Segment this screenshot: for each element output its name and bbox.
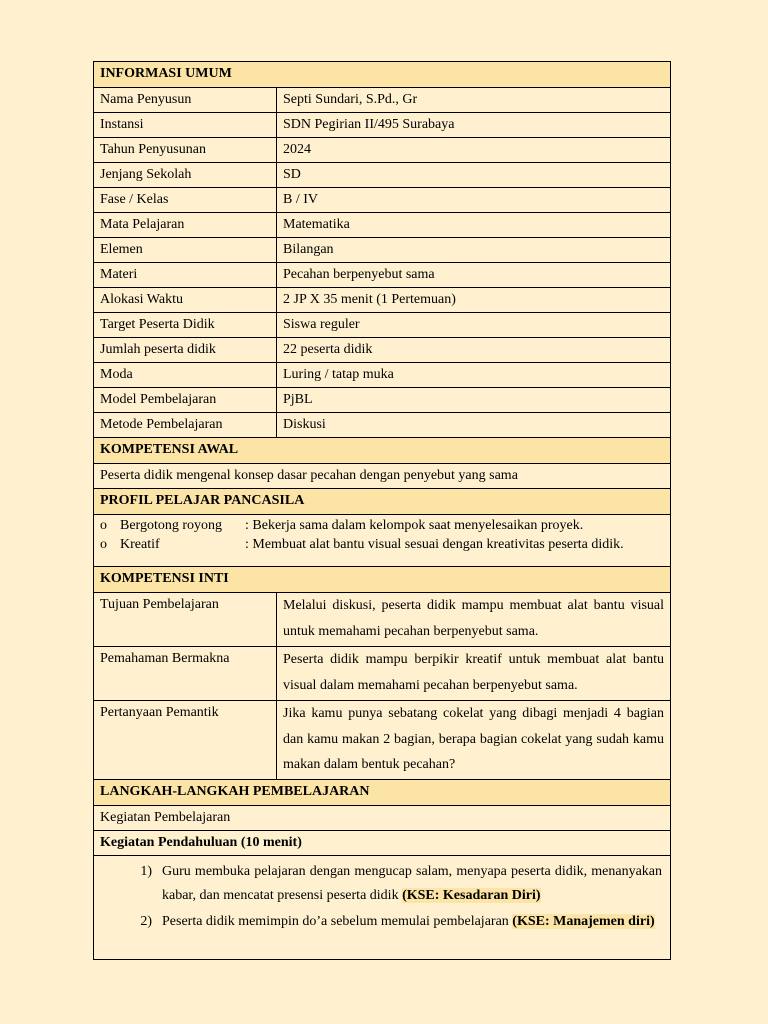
row-label: Pemahaman Bermakna [94, 647, 277, 701]
table-row [94, 338, 671, 363]
profil-name: Kreatif [120, 537, 160, 552]
profil-list [94, 515, 671, 567]
pendahuluan-steps [94, 856, 671, 960]
step-number: 2) [140, 914, 152, 929]
row-label: Instansi [94, 113, 277, 138]
row-value: 22 peserta didik [277, 338, 671, 363]
row-value: Pecahan berpenyebut sama [277, 263, 671, 288]
table-row [94, 313, 671, 338]
profil-desc: : Membuat alat bantu visual sesuai dengan kreativitas peserta didik. [245, 537, 624, 552]
row-label: Tahun Penyusunan [94, 138, 277, 163]
section-header-profil: PROFIL PELAJAR PANCASILA [94, 489, 671, 515]
profil-desc: : Bekerja sama dalam kelompok saat menyelesaikan proyek. [245, 518, 584, 533]
bullet-icon: o [100, 518, 107, 533]
bullet-icon: o [100, 537, 107, 552]
table-row [94, 647, 671, 701]
list-item [100, 910, 662, 934]
row-value: Jika kamu punya sebatang cokelat yang dibagi menjadi 4 bagian dan kamu makan 2 bagian, berapa bagian cokelat yang sudah kamu makan dalam bentuk pecahan? [277, 701, 671, 780]
row-label: Fase / Kelas [94, 188, 277, 213]
section-header-kompetensi-awal: KOMPETENSI AWAL [94, 438, 671, 464]
kompetensi-awal-text: Peserta didik mengenal konsep dasar pecahan dengan penyebut yang sama [94, 464, 671, 489]
step-text [162, 910, 662, 934]
profil-name: Bergotong royong [120, 518, 223, 533]
table-row [94, 288, 671, 313]
table-row [94, 593, 671, 647]
pendahuluan-title: Kegiatan Pendahuluan (10 menit) [94, 831, 671, 856]
row-label: Mata Pelajaran [94, 213, 277, 238]
row-label: Model Pembelajaran [94, 388, 277, 413]
row-label: Jenjang Sekolah [94, 163, 277, 188]
row-label: Moda [94, 363, 277, 388]
row-label: Tujuan Pembelajaran [94, 593, 277, 647]
row-value: B / IV [277, 188, 671, 213]
row-value: Bilangan [277, 238, 671, 263]
kegiatan-label: Kegiatan Pembelajaran [94, 806, 671, 831]
row-label: Nama Penyusun [94, 88, 277, 113]
table-row [94, 213, 671, 238]
step-body: Peserta didik memimpin do’a sebelum memulai pembelajaran [162, 914, 513, 929]
row-value: Matematika [277, 213, 671, 238]
row-value: Septi Sundari, S.Pd., Gr [277, 88, 671, 113]
lesson-plan-table [93, 61, 671, 960]
row-value: SDN Pegirian II/495 Surabaya [277, 113, 671, 138]
table-row [94, 238, 671, 263]
step-text [162, 860, 662, 908]
table-row [94, 113, 671, 138]
row-value: Peserta didik mampu berpikir kreatif untuk membuat alat bantu visual dalam memahami pecahan berpenyebut sama. [277, 647, 671, 701]
table-row [94, 413, 671, 438]
row-label: Alokasi Waktu [94, 288, 277, 313]
table-row [94, 188, 671, 213]
table-row [94, 88, 671, 113]
section-header-kompetensi-inti: KOMPETENSI INTI [94, 567, 671, 593]
list-item [100, 516, 664, 535]
table-row [94, 263, 671, 288]
row-label: Materi [94, 263, 277, 288]
row-label: Jumlah peserta didik [94, 338, 277, 363]
table-row [94, 138, 671, 163]
kse-tag: (KSE: Manajemen diri) [512, 914, 655, 929]
row-label: Elemen [94, 238, 277, 263]
row-value: Melalui diskusi, peserta didik mampu membuat alat bantu visual untuk memahami pecahan berpenyebut sama. [277, 593, 671, 647]
row-value: 2024 [277, 138, 671, 163]
row-label: Target Peserta Didik [94, 313, 277, 338]
row-value: Luring / tatap muka [277, 363, 671, 388]
row-value: Siswa reguler [277, 313, 671, 338]
list-item [100, 535, 664, 554]
steps-list [100, 856, 662, 938]
table-row [94, 388, 671, 413]
row-value: SD [277, 163, 671, 188]
row-value: Diskusi [277, 413, 671, 438]
table-row [94, 363, 671, 388]
row-label: Metode Pembelajaran [94, 413, 277, 438]
row-label: Pertanyaan Pemantik [94, 701, 277, 780]
table-row [94, 701, 671, 780]
step-body: Guru membuka pelajaran dengan mengucap salam, menyapa peserta didik, menanyakan kabar, dan mencatat presensi peserta didik [162, 864, 663, 903]
section-header-langkah: LANGKAH-LANGKAH PEMBELAJARAN [94, 780, 671, 806]
lesson-plan-document [93, 61, 670, 960]
section-header-informasi-umum: INFORMASI UMUM [94, 62, 671, 88]
kse-tag: (KSE: Kesadaran Diri) [402, 888, 541, 903]
step-number: 1) [140, 864, 152, 879]
row-value: PjBL [277, 388, 671, 413]
list-item [100, 860, 662, 908]
row-value: 2 JP X 35 menit (1 Pertemuan) [277, 288, 671, 313]
table-row [94, 163, 671, 188]
